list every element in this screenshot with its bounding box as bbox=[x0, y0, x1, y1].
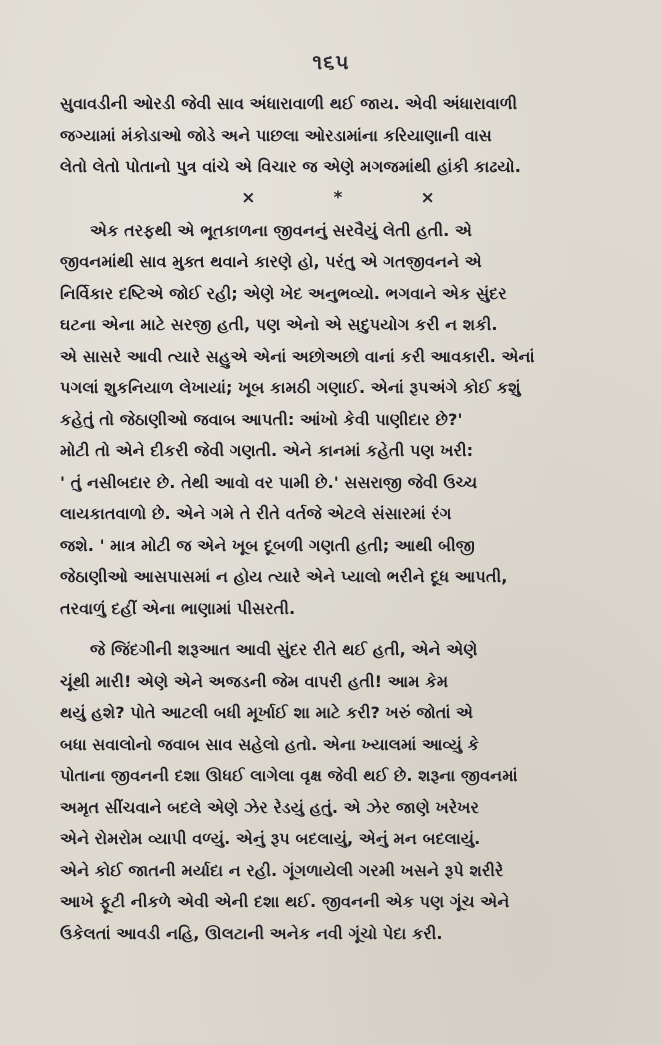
text-line: જીવનમાંથી સાવ મુક્ત થવાને કારણે હો, પરંતુ એ ગતજીવનને એ bbox=[60, 252, 482, 271]
separator-mark: * bbox=[333, 187, 343, 208]
text-line: અમૃત સીંચવાને બદલે એણે ઝેર રેડયું હતું. એ ઝેર જાણે ખરેખર bbox=[60, 797, 479, 817]
text-line: જે જિંદગીની શરૂઆત આવી સુંદર રીતે થઈ હતી, એને એણે bbox=[90, 640, 478, 659]
text-line: મોટી તો એને દીકરી જેવી ગણતી. એને કાનમાં કહેતી પણ ખરી: bbox=[60, 441, 474, 460]
text-line: પોતાના જીવનની દશા ઊધઈ લાગેલા વૃક્ષ જેવી થઈ છે. શરૂના જીવનમાં bbox=[60, 766, 518, 785]
text-line: થયું હશે? પોતે આટલી બધી મૂર્ખાઈ શા માટે કરી? ખરું જોતાં એ bbox=[60, 703, 474, 722]
text-line: એને કોઈ જાતની મર્યાદા ન રહી. ગૂંગળાયેલી ગરમી ખસને રૂપે શરીરે bbox=[60, 860, 504, 880]
text-line: લેતો લેતો પોતાનો પુત્ર વાંચે એ વિચાર જ એણે મગજમાંથી હાંકી કાઢયો. bbox=[60, 157, 521, 176]
separator-mark: × bbox=[241, 187, 256, 208]
text-line: જગ્યામાં મંકોડાઓ જોડે અને પાછલા ઓરડામાંના કરિયાણાની વાસ bbox=[60, 125, 492, 145]
text-line: બધા સવાલોનો જવાબ સાવ સહેલો હતો. એના ખ્યાલમાં આવ્યું કે bbox=[60, 734, 480, 754]
text-line: પગલાં શુકનિયાળ લેખાયાં; ખૂબ કામઠી ગણાઈ. એનાં રૂપઅંગે કોઈ કશું bbox=[60, 378, 521, 397]
text-line: સુવાવડીની ઓરડી જેવી સાવ અંધારાવાળી થઈ જાય. એવી અંધારાવાળી bbox=[60, 94, 518, 113]
text-line: એને રોમરોમ વ્યાપી વળ્યું. એનું રૂપ બદલાયું, એનું મન બદલાયું. bbox=[60, 829, 481, 848]
text-line: એક તરફથી એ ભૂતકાળના જીવનનું સરવૈયું લેતી હતી. એ bbox=[90, 220, 473, 240]
text-line: નિર્વિકાર દષ્ટિએ જોઈ રહી; એણે ખેદ અનુભવ્યો. ભગવાને એક સુંદર bbox=[60, 283, 507, 303]
text-line: ચૂંથી મારી! એણે એને અજડની જેમ વાપરી હતી! આમ કેમ bbox=[60, 671, 449, 691]
text-line: જેઠાણીઓ આસપાસમાં ન હોય ત્યારે એને પ્યાલો ભરીને દૂધ આપતી, bbox=[60, 567, 508, 586]
text-line: કહેતું તો જેઠાણીઓ જવાબ આપતી: આંખો કેવી પાણીદાર છે?' bbox=[60, 409, 463, 429]
text-line: તરવાળું દહીં એના ભાણામાં પીસરતી. bbox=[60, 598, 296, 618]
text-line: આખે ફૂટી નીકળે એવી એની દશા થઈ. જીવનની એક પણ ગૂંચ એને bbox=[60, 892, 510, 911]
page-number: ૧૬૫ bbox=[312, 50, 350, 74]
text-line: જશે. ' માત્ર મોટી જ એને ખૂબ દૂબળી ગણતી હતી; આથી બીજી bbox=[60, 535, 475, 555]
section-separator bbox=[60, 183, 616, 213]
text-line: એ સાસરે આવી ત્યારે સહુએ એનાં અછોઅછો વાનાં કરી આવકારી. એનાં bbox=[60, 346, 535, 366]
text-line: ઘટના એના માટે સરજી હતી, પણ એનો એ સદુપયોગ કરી ન શકી. bbox=[60, 315, 498, 334]
paragraph-1 bbox=[60, 88, 616, 183]
paragraph-2 bbox=[60, 215, 616, 625]
text-line: ઉકેલતાં આવડી નહિ, ઊલટાની અનેક નવી ગૂંચો પેદા કરી. bbox=[60, 923, 443, 943]
paragraph-3 bbox=[60, 634, 616, 949]
separator-mark: × bbox=[420, 187, 435, 208]
text-line: ' તું નસીબદાર છે. તેથી આવો વર પામી છે.' સસરાજી જેવી ઉચ્ચ bbox=[60, 472, 478, 492]
text-line: લાયકાતવાળો છે. એને ગમે તે રીતે વર્તજે એટલે સંસારમાં રંગ bbox=[60, 504, 452, 523]
paragraph-gap bbox=[60, 624, 616, 634]
body-text bbox=[60, 88, 616, 949]
